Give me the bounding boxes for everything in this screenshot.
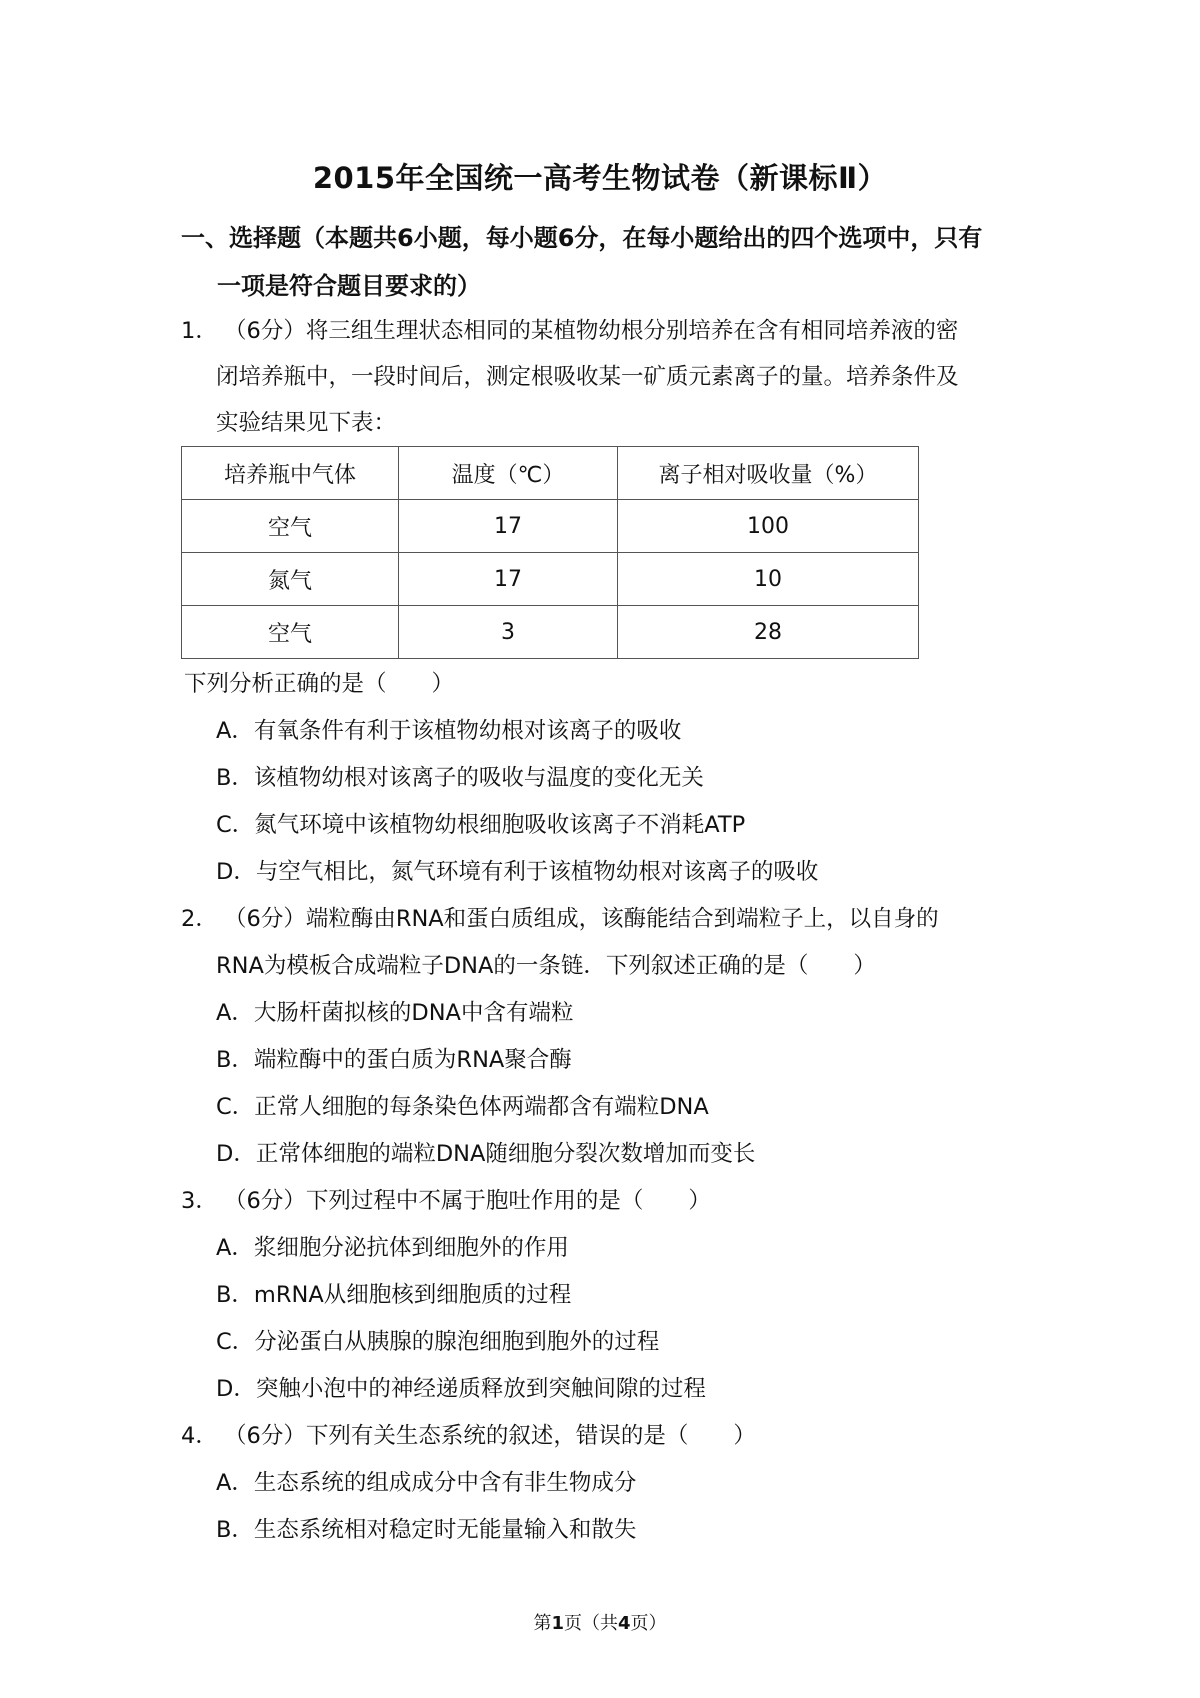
question-2-option-b: B．端粒酶中的蛋白质为RNA聚合酶: [216, 1047, 572, 1073]
question-4-number: 4．: [181, 1423, 218, 1449]
question-1-stem-line-3: 实验结果见下表：: [216, 410, 397, 436]
question-1-prompt: 下列分析正确的是（ ）: [184, 671, 455, 697]
question-1-option-a: A．有氧条件有利于该植物幼根对该离子的吸收: [216, 718, 682, 744]
question-3-stem: （6分）下列过程中不属于胞吐作用的是（ ）: [224, 1188, 711, 1214]
footer-page-number: 1: [551, 1613, 564, 1634]
question-1-stem-line-1: （6分）将三组生理状态相同的某植物幼根分别培养在含有相同培养液的密: [224, 318, 959, 344]
question-2-stem-line-2: RNA为模板合成端粒子DNA的一条链．下列叙述正确的是（ ）: [216, 953, 876, 979]
footer-text-mid: 页（共: [564, 1613, 618, 1634]
footer-text-pre: 第: [533, 1613, 552, 1634]
question-4-option-a: A．生态系统的组成成分中含有非生物成分: [216, 1470, 637, 1496]
footer-total-pages: 4: [618, 1613, 631, 1634]
table-cell: 10: [618, 553, 919, 606]
question-1-stem-line-2: 闭培养瓶中，一段时间后，测定根吸收某一矿质元素离子的量。培养条件及: [216, 364, 959, 390]
page-footer: [0, 1609, 1200, 1635]
table-cell: 氮气: [182, 553, 399, 606]
question-3-number: 3．: [181, 1188, 218, 1214]
table-header-row: [182, 447, 919, 500]
question-2-option-c: C．正常人细胞的每条染色体两端都含有端粒DNA: [216, 1094, 709, 1120]
question-4-option-b: B．生态系统相对稳定时无能量输入和散失: [216, 1517, 637, 1543]
question-2-option-a: A．大肠杆菌拟核的DNA中含有端粒: [216, 1000, 574, 1026]
question-1-option-b: B．该植物幼根对该离子的吸收与温度的变化无关: [216, 765, 704, 791]
question-1-number: 1．: [181, 318, 218, 344]
table-header-cell: 培养瓶中气体: [182, 447, 399, 500]
question-2-stem-line-1: （6分）端粒酶由RNA和蛋白质组成，该酶能结合到端粒子上，以自身的: [224, 906, 939, 932]
table-cell: 17: [399, 500, 618, 553]
table-cell: 100: [618, 500, 919, 553]
question-1-option-d: D．与空气相比，氮气环境有利于该植物幼根对该离子的吸收: [216, 859, 819, 885]
section-heading-line-1: 一、选择题（本题共6小题，每小题6分，在每小题给出的四个选项中，只有: [181, 224, 983, 252]
question-3-option-d: D．突触小泡中的神经递质释放到突触间隙的过程: [216, 1376, 706, 1402]
footer-text-post: 页）: [630, 1613, 667, 1634]
question-3-option-a: A．浆细胞分泌抗体到细胞外的作用: [216, 1235, 569, 1261]
page-title: 2015年全国统一高考生物试卷（新课标Ⅱ）: [312, 161, 888, 195]
section-heading: [181, 214, 1041, 310]
table-header-cell: 离子相对吸收量（%）: [618, 447, 919, 500]
results-table: [181, 446, 919, 659]
table-row: [182, 606, 919, 659]
table-cell: 空气: [182, 606, 399, 659]
question-2-number: 2．: [181, 906, 218, 932]
table-cell: 28: [618, 606, 919, 659]
question-4-stem: （6分）下列有关生态系统的叙述，错误的是（ ）: [224, 1423, 756, 1449]
table-row: [182, 500, 919, 553]
table-cell: 3: [399, 606, 618, 659]
question-3-option-b: B．mRNA从细胞核到细胞质的过程: [216, 1282, 572, 1308]
question-3-option-c: C．分泌蛋白从胰腺的腺泡细胞到胞外的过程: [216, 1329, 660, 1355]
table-row: [182, 553, 919, 606]
table-header-cell: 温度（℃）: [399, 447, 618, 500]
question-1-option-c: C．氮气环境中该植物幼根细胞吸收该离子不消耗ATP: [216, 812, 746, 838]
question-2-option-d: D．正常体细胞的端粒DNA随细胞分裂次数增加而变长: [216, 1141, 756, 1167]
section-heading-line-2: 一项是符合题目要求的）: [217, 272, 481, 300]
table-cell: 空气: [182, 500, 399, 553]
table-cell: 17: [399, 553, 618, 606]
